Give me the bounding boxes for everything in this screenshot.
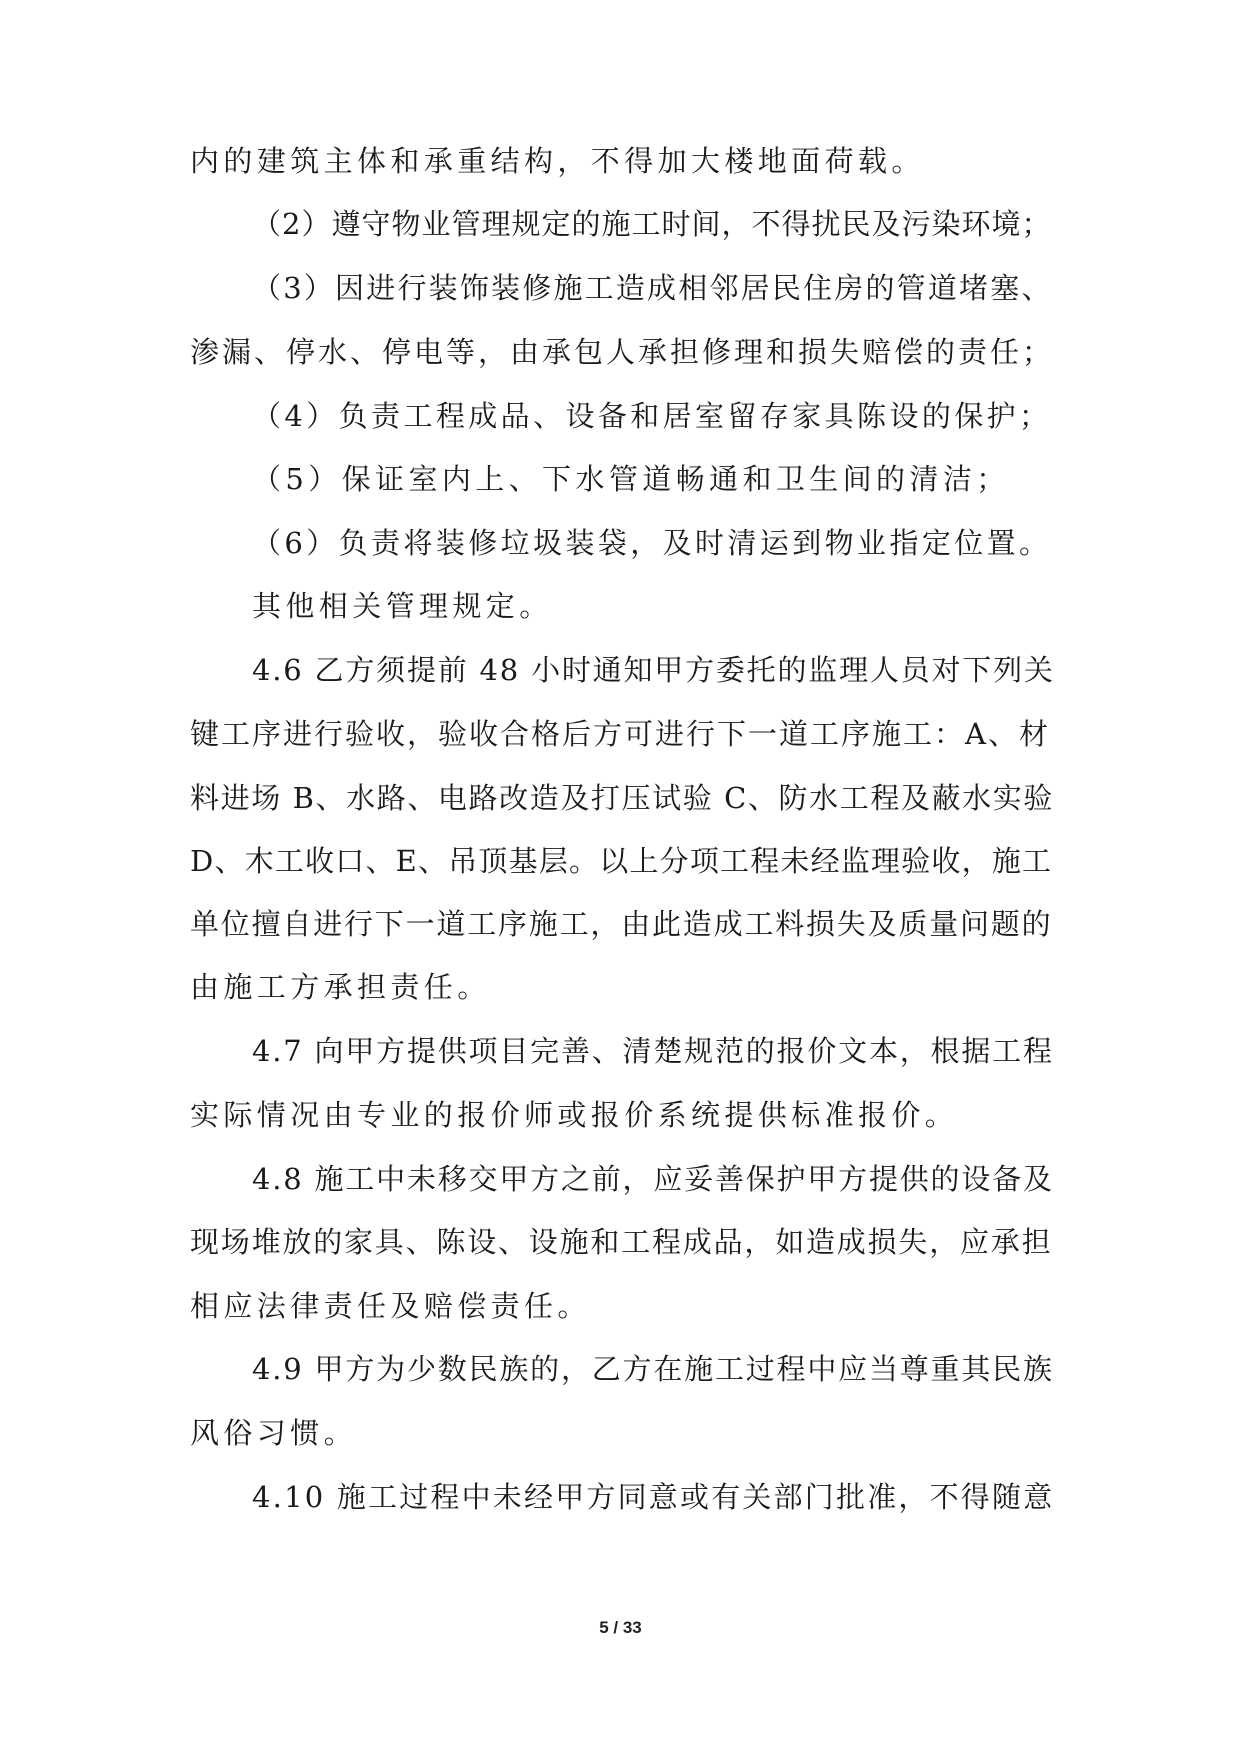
body-line: 相应法律责任及赔偿责任。	[190, 1289, 591, 1323]
body-line: 4.10 施工过程中未经甲方同意或有关部门批准，不得随意	[252, 1480, 1055, 1514]
body-line: 内的建筑主体和承重结构，不得加大楼地面荷载。	[190, 144, 925, 178]
body-line: 4.7 向甲方提供项目完善、清楚规范的报价文本，根据工程	[252, 1034, 1054, 1068]
body-line: 4.8 施工中未移交甲方之前，应妥善保护甲方提供的设备及	[252, 1162, 1054, 1196]
body-line: （4）负责工程成品、设备和居室留存家具陈设的保护；	[252, 399, 1052, 433]
body-line: 单位擅自进行下一道工序施工，由此造成工料损失及质量问题的	[190, 907, 1053, 941]
body-line: （5）保证室内上、下水管道畅通和卫生间的清洁；	[252, 462, 1010, 496]
body-line: 实际情况由专业的报价师或报价系统提供标准报价。	[190, 1098, 959, 1132]
body-line: 键工序进行验收，验收合格后方可进行下一道工序施工：A、材	[190, 717, 1050, 751]
body-line: 渗漏、停水、停电等，由承包人承担修理和损失赔偿的责任；	[190, 335, 1055, 369]
body-line: 由施工方承担责任。	[190, 970, 491, 1004]
body-line: 其他相关管理规定。	[252, 589, 553, 623]
body-line: 风俗习惯。	[190, 1416, 358, 1450]
page-number: 5 / 33	[599, 1618, 642, 1637]
body-line: 现场堆放的家具、陈设、设施和工程成品，如造成损失，应承担	[190, 1225, 1053, 1259]
body-line: 料进场 B、水路、电路改造及打压试验 C、防水工程及蔽水实验	[190, 781, 1054, 815]
body-line: （3）因进行装饰装修施工造成相邻居民住房的管道堵塞、	[252, 271, 1053, 305]
body-line: （2）遵守物业管理规定的施工时间，不得扰民及污染环境；	[252, 207, 1052, 241]
body-line: 4.9 甲方为少数民族的，乙方在施工过程中应当尊重其民族	[252, 1352, 1054, 1386]
body-line: （6）负责将装修垃圾装袋，及时清运到物业指定位置。	[252, 526, 1052, 560]
body-line: 4.6 乙方须提前 48 小时通知甲方委托的监理人员对下列关	[252, 653, 1055, 687]
body-line: D、木工收口、E、吊顶基层。以上分项工程未经监理验收，施工	[190, 844, 1053, 878]
